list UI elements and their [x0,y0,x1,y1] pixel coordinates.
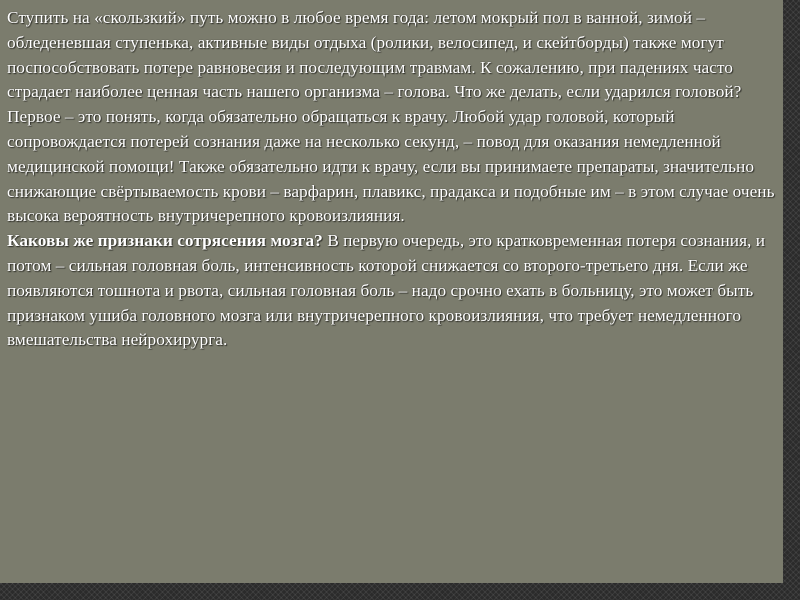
paragraph-2-body: В первую очередь, это кратковременная потеря сознания, и потом – сильная головная боль, интенсивность которой снижается со второго-третьего дня. Если же появляются тошнота и рвота, сильная головная боль – надо срочно ехать в больницу, это может быть признаком ушиба головного мозга или внутричерепного кровоизлияния, что требует немедленного вмешательства нейрохирурга. [7,231,766,350]
paragraph-2 [7,229,783,353]
concussion-heading: Каковы же признаки сотрясения мозга? [7,231,323,251]
paragraph-1: Ступить на «скользкий» путь можно в любое время года: летом мокрый пол в ванной, зимой – обледеневшая ступенька, активные виды отдыха (ролики, велосипед, и скейтборды) также могут поспособствовать потере равновесия и последующим травмам. К сожалению, при падениях часто страдает наиболее ценная часть нашего организма – голова. Что же делать, если ударился головой? Первое – это понять, когда обязательно обращаться к врачу. Любой удар головой, который сопровождается потерей сознания даже на несколько секунд, – повод для оказания немедленной медицинской помощи! Также обязательно идти к врачу, если вы принимаете препараты, значительно снижающие свёртываемость крови – варфарин, плавикс, прадакса и подобные им – в этом случае очень высока вероятность внутричерепного кровоизлияния. [7,8,775,226]
slide-text [7,6,783,353]
